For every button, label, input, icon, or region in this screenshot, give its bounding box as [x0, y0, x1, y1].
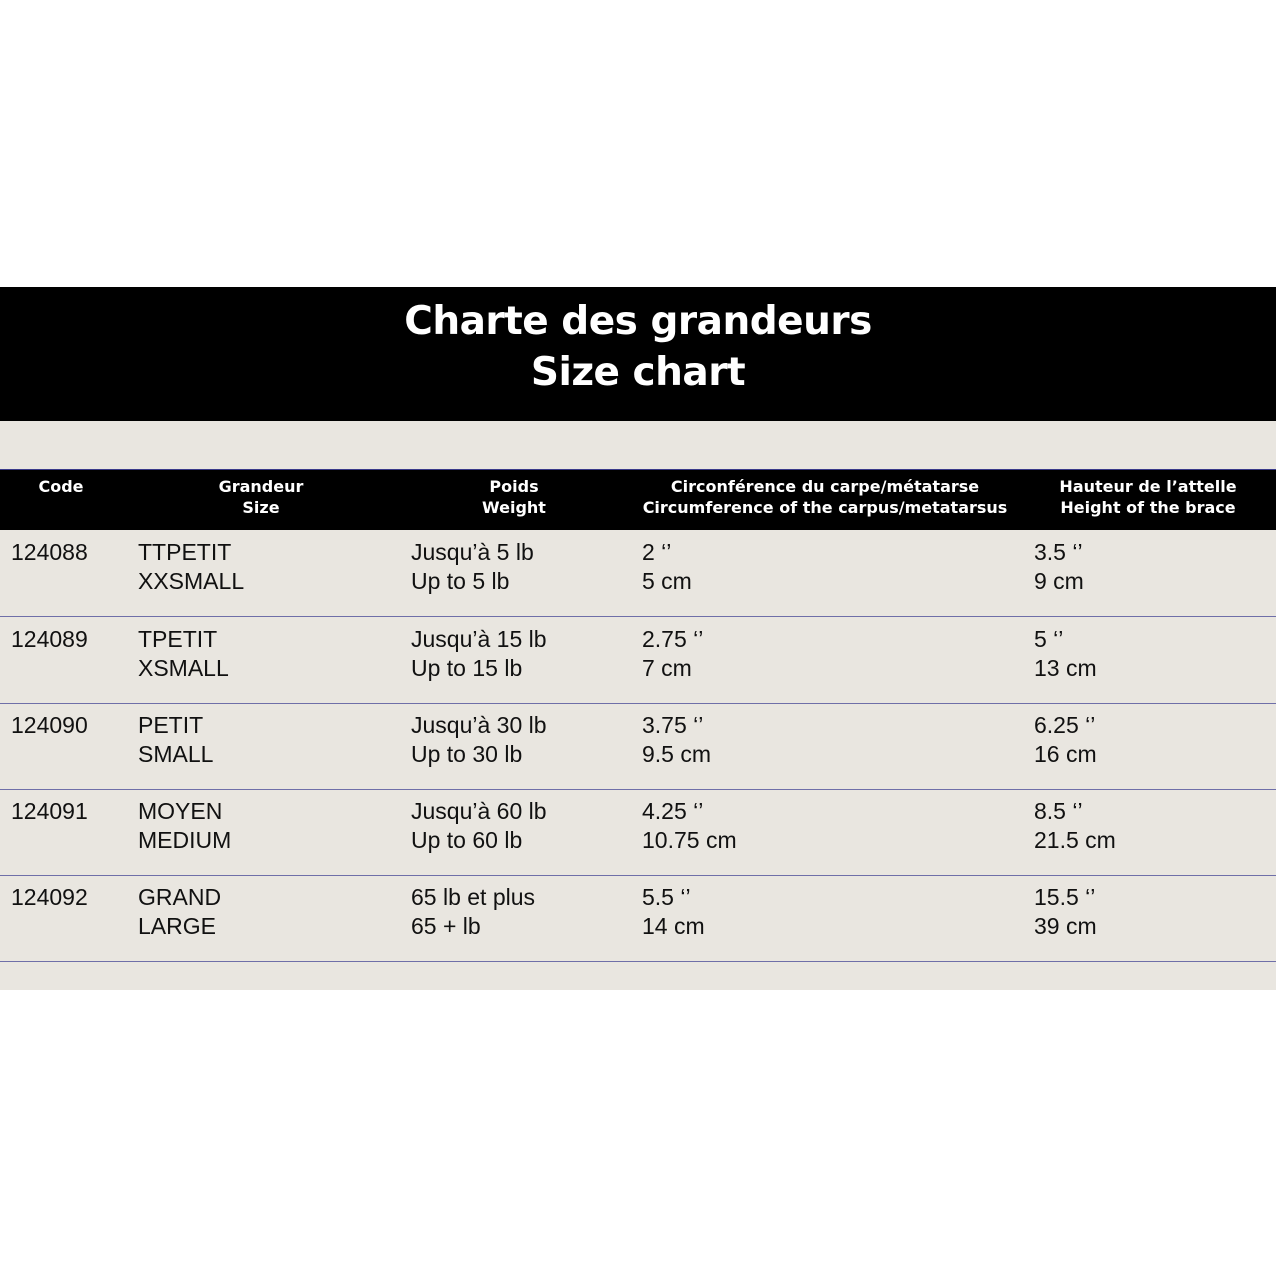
- cell-circumference: [642, 711, 711, 769]
- cell-code: 124091: [11, 798, 88, 824]
- cell-circumference: [642, 625, 703, 683]
- cell-circumference-inches: 2.75 ‘’: [642, 626, 704, 652]
- header-weight: [454, 476, 574, 518]
- cell-size-en: XSMALL: [138, 655, 229, 681]
- cell-weight-fr: Jusqu’à 60 lb: [411, 798, 547, 824]
- cell-height-cm: 13 cm: [1034, 655, 1097, 681]
- cell-weight: [411, 625, 547, 683]
- cell-weight: [411, 883, 535, 941]
- chart-title-french: Charte des grandeurs: [404, 299, 872, 344]
- cell-weight-en: Up to 5 lb: [411, 568, 510, 594]
- cell-circumference: [642, 883, 705, 941]
- cell-weight-en: Up to 60 lb: [411, 827, 523, 853]
- cell-height: [1034, 538, 1084, 596]
- cell-circumference-cm: 10.75 cm: [642, 827, 737, 853]
- cell-circumference-inches: 4.25 ‘’: [642, 798, 704, 824]
- table-row: [0, 875, 1276, 962]
- cell-size: [138, 625, 229, 683]
- cell-height-cm: 9 cm: [1034, 568, 1084, 594]
- cell-weight-fr: Jusqu’à 15 lb: [411, 626, 547, 652]
- chart-title-english: Size chart: [530, 350, 746, 395]
- header-height-fr: Hauteur de l’attelle: [1059, 477, 1237, 496]
- cell-size-en: XXSMALL: [138, 568, 245, 594]
- cell-circumference-inches: 2 ‘’: [642, 539, 672, 565]
- cell-code: 124088: [11, 539, 88, 565]
- table-row: [0, 703, 1276, 790]
- cell-size: [138, 883, 221, 941]
- cell-height: [1034, 625, 1097, 683]
- header-code: [0, 476, 122, 497]
- cell-weight-en: 65 + lb: [411, 913, 481, 939]
- header-size-en: Size: [242, 498, 280, 517]
- cell-height-inches: 6.25 ‘’: [1034, 712, 1096, 738]
- cell-weight-fr: Jusqu’à 5 lb: [411, 539, 534, 565]
- cell-weight-fr: 65 lb et plus: [411, 884, 536, 910]
- cell-circumference-inches: 3.75 ‘’: [642, 712, 704, 738]
- cell-size: [138, 538, 244, 596]
- cell-weight-fr: Jusqu’à 30 lb: [411, 712, 547, 738]
- table-row: [0, 789, 1276, 876]
- cell-size-fr: GRAND: [138, 884, 222, 910]
- cell-circumference-cm: 7 cm: [642, 655, 692, 681]
- header-size-fr: Grandeur: [218, 477, 304, 496]
- header-circumference-fr: Circonférence du carpe/métatarse: [670, 477, 980, 496]
- cell-height-inches: 15.5 ‘’: [1034, 884, 1096, 910]
- header-weight-fr: Poids: [489, 477, 539, 496]
- cell-height-inches: 8.5 ‘’: [1034, 798, 1083, 824]
- cell-height-inches: 3.5 ‘’: [1034, 539, 1083, 565]
- header-size: [196, 476, 326, 518]
- cell-circumference: [642, 797, 737, 855]
- cell-height: [1034, 797, 1116, 855]
- header-code-label: Code: [38, 477, 84, 496]
- cell-size-fr: PETIT: [138, 712, 204, 738]
- header-height: [1040, 476, 1256, 518]
- cell-size-fr: MOYEN: [138, 798, 223, 824]
- cell-circumference-cm: 9.5 cm: [642, 741, 712, 767]
- cell-weight-en: Up to 30 lb: [411, 741, 523, 767]
- cell-size-fr: TPETIT: [138, 626, 218, 652]
- cell-circumference-cm: 5 cm: [642, 568, 692, 594]
- cell-size: [138, 711, 213, 769]
- table-row: [0, 530, 1276, 617]
- table-row: [0, 617, 1276, 704]
- cell-size-en: SMALL: [138, 741, 214, 767]
- cell-height-cm: 39 cm: [1034, 913, 1097, 939]
- cell-weight-en: Up to 15 lb: [411, 655, 523, 681]
- header-weight-en: Weight: [482, 498, 546, 517]
- cell-weight: [411, 797, 547, 855]
- header-circumference: [620, 476, 1030, 518]
- title-banner: [0, 287, 1276, 421]
- cell-size: [138, 797, 231, 855]
- cell-height-cm: 21.5 cm: [1034, 827, 1116, 853]
- cell-code: 124092: [11, 884, 88, 910]
- cell-height-cm: 16 cm: [1034, 741, 1097, 767]
- cell-circumference: [642, 538, 692, 596]
- cell-code: 124089: [11, 626, 88, 652]
- cell-weight: [411, 538, 534, 596]
- cell-height: [1034, 711, 1097, 769]
- cell-circumference-cm: 14 cm: [642, 913, 705, 939]
- cell-size-en: LARGE: [138, 913, 216, 939]
- cell-height-inches: 5 ‘’: [1034, 626, 1064, 652]
- table-header: [0, 469, 1276, 530]
- cell-circumference-inches: 5.5 ‘’: [642, 884, 691, 910]
- cell-weight: [411, 711, 547, 769]
- size-chart: [0, 287, 1276, 990]
- cell-size-fr: TTPETIT: [138, 539, 232, 565]
- cell-height: [1034, 883, 1097, 941]
- cell-size-en: MEDIUM: [138, 827, 232, 853]
- header-height-en: Height of the brace: [1060, 498, 1236, 517]
- cell-code: 124090: [11, 712, 88, 738]
- header-circumference-en: Circumference of the carpus/metatarsus: [642, 498, 1008, 517]
